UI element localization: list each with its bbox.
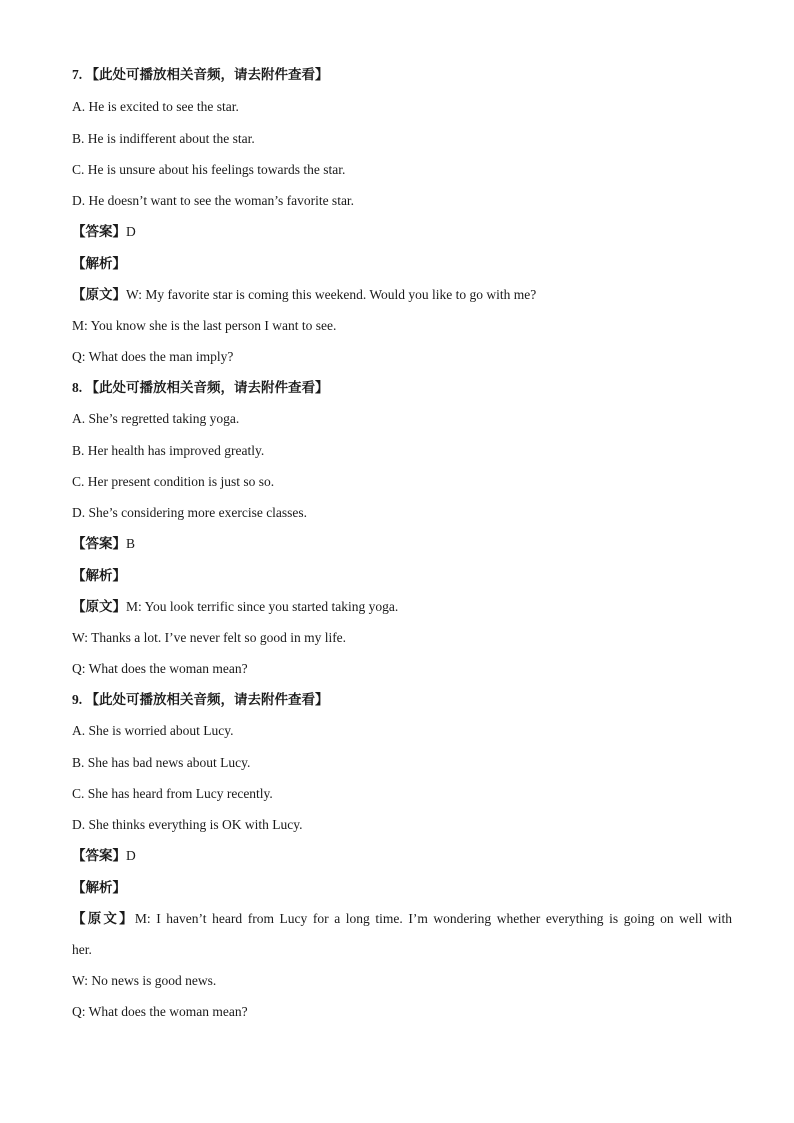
answer-label: 【答案】 [72,536,126,551]
question-9-option-b: B. She has bad news about Lucy. [72,755,251,770]
answer-label: 【答案】 [72,224,126,239]
question-8-option-a: A. She’s regretted taking yoga. [72,411,240,426]
answer-value: D [126,848,136,863]
question-8-transcript [72,598,732,616]
question-8-transcript-line-2: W: Thanks a lot. I’ve never felt so good in my life. [72,630,347,645]
question-8-option-c: C. Her present condition is just so so. [72,474,275,489]
transcript-label: 【原文】 [72,911,135,926]
question-9-transcript-line-2: W: No news is good news. [72,973,217,988]
question-7-transcript [72,286,732,304]
question-9-answer [72,847,732,865]
question-9-transcript-continued: her. [72,942,92,957]
question-7-option-b: B. He is indifferent about the star. [72,131,255,146]
question-9-header: 9. 【此处可播放相关音频，请去附件查看】 [72,692,329,707]
question-7-header: 7. 【此处可播放相关音频，请去附件查看】 [72,67,329,82]
question-9-option-c: C. She has heard from Lucy recently. [72,786,273,801]
question-9-analysis-label: 【解析】 [72,880,126,895]
answer-value: D [126,224,136,239]
question-8-question-line: Q: What does the woman mean? [72,661,248,676]
question-9-option-a: A. She is worried about Lucy. [72,723,234,738]
question-7-option-d: D. He doesn’t want to see the woman’s favorite star. [72,193,355,208]
transcript-line: W: My favorite star is coming this weekend. Would you like to go with me? [126,287,537,302]
question-7-question-line: Q: What does the man imply? [72,349,234,364]
question-8-analysis-label: 【解析】 [72,568,126,583]
transcript-line: M: You look terrific since you started taking yoga. [126,599,399,614]
question-7-answer [72,223,732,241]
question-9-option-d: D. She thinks everything is OK with Lucy. [72,817,303,832]
question-8-option-b: B. Her health has improved greatly. [72,443,265,458]
transcript-label: 【原文】 [72,287,126,302]
transcript-line: M: I haven’t heard from Lucy for a long time. I’m wondering whether everything is going on well with [134,911,732,926]
question-9-transcript [72,910,732,928]
question-7-transcript-line-2: M: You know she is the last person I want to see. [72,318,337,333]
question-7-analysis-label: 【解析】 [72,256,126,271]
answer-label: 【答案】 [72,848,126,863]
transcript-label: 【原文】 [72,599,126,614]
question-7-option-c: C. He is unsure about his feelings towards the star. [72,162,346,177]
question-8-option-d: D. She’s considering more exercise classes. [72,505,308,520]
question-8-answer [72,535,732,553]
question-8-header: 8. 【此处可播放相关音频，请去附件查看】 [72,380,329,395]
question-7-option-a: A. He is excited to see the star. [72,99,239,114]
question-9-question-line: Q: What does the woman mean? [72,1004,248,1019]
answer-value: B [126,536,136,551]
